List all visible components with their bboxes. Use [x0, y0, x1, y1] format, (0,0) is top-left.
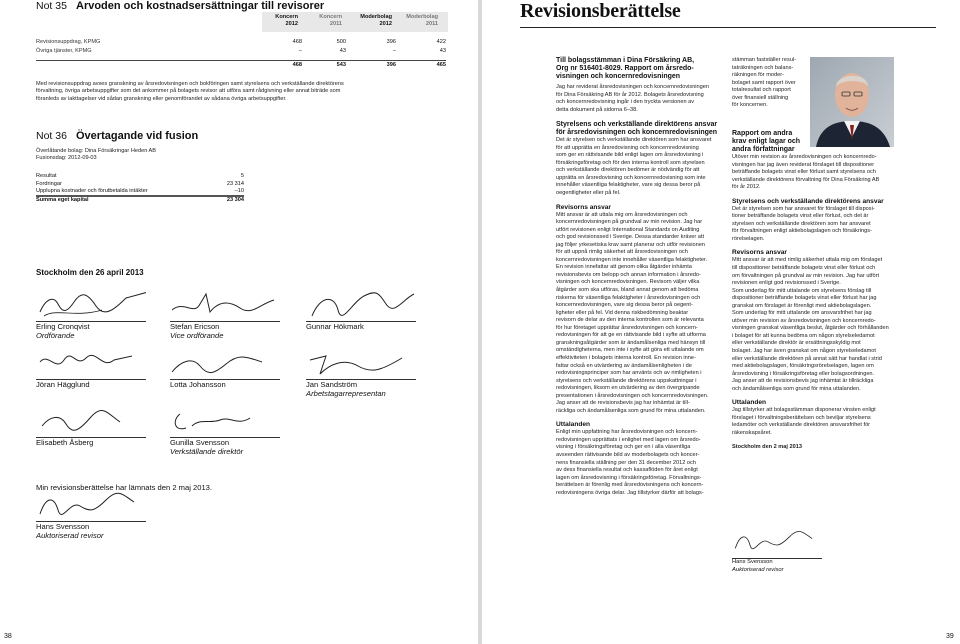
page-number-left: 38 — [4, 633, 12, 640]
table-row: Fordringar 23 314 — [36, 180, 244, 187]
signatory-role: Arbetstagarrepresentan — [306, 389, 386, 398]
report-title: Revisionsberättelse — [520, 0, 681, 22]
signature-block — [36, 406, 146, 456]
opinion-continuation: stämman fastställer resul- taträkningen och balans- räkningen för moder- bolaget samt rapport över totalresultat och rapport över finansiell ställning för koncernen. — [732, 57, 797, 109]
table-row: Resultat 5 — [36, 173, 244, 179]
page-number-right: 39 — [946, 633, 954, 640]
note36-info: Överlåtande bolag: Dina Försäkringar Heden AB Fusionsdag: 2012-09-03 — [36, 148, 157, 162]
note36-number: Not 36 — [36, 130, 67, 142]
note35-number: Not 35 — [36, 0, 67, 12]
auditor-responsibility-text: Mitt ansvar är att uttala mig om årsredovisningen och koncernredovisningen på grundval av min revision. Jag har utfört revisionen enligt International Standards on Auditing och god revisionssed i Sverige. Dessa standarder kräver att jag följer yrkesetiska krav samt planerar och utför revisionen för att uppnå rimlig säkerhet att årsredovisningen och koncernredovisningen inte innehåller väsentliga felaktigheter. En revision innefattar att genom olika åtgärder inhämta revisionsbevis om belopp och annan information i årsredo- visningen och koncernredovisningen. Revisorn väljer vilka åtgärder som ska utföras, bland annat genom att bedöma riskerna för väsentliga felaktigheter i årsredovisningen och koncernredovisningen, vare sig dessa beror på oegent- ligheter eller på fel. Vid denna riskbedömning beaktar revisorn de delar av den interna kontrollen som är relevanta för hur företaget upprättar årsredovisningen och koncern- redovisningen för att ge en rättvisande bild i syfte att utforma granskningsåtgärder som är ändamålsenliga med hänsyn till omständigheterna, men inte i syfte att göra ett uttalande om effektiviteten i bolagets interna kontroll. En revision inne- fattar också en utvärdering av ändamålsenligheten i de redovisningsprinciper som har använts och av rimligheten i styrelsens och verkställande direktörens uppskattningar i redovisningen, liksom en utvärdering av den övergripande presentationen i årsredovisningen och koncernredovisningen. Jag anser att de revisionsbevis jag har inhämtat är till- räckliga och ändamålsenliga som grund för mina uttalanden. — [556, 211, 709, 414]
signatory-role: Vice ordförande — [170, 331, 224, 340]
note36-name: Övertagande vid fusion — [76, 130, 199, 142]
auditor-role: Auktoriserad revisor — [36, 531, 104, 540]
place-date: Stockholm den 26 april 2013 — [36, 268, 144, 277]
signatory-role: Verkställande direktör — [170, 447, 244, 456]
title-rule — [520, 27, 936, 28]
auditor-name: Hans Svensson — [36, 522, 90, 531]
opinion-text: Enligt min uppfattning har årsredovisningen och koncern- redovisningen upprättats i enlighet med lagen om årsredo- visning i försäkringsföretag och ger en i alla väsentliga avseenden rättvisande bild av moderbolagets och koncer- nens finansiella ställning per den 31 december 2012 och av dess finansiella resultat och kassaflöden för året enligt lagen om årsredovisning i försäkringsföretag. Förvaltnings- berättelsen är förenlig med årsredovisningens och koncern- redovisningens övriga delar. Jag tillstyrker därför att bolags- — [556, 429, 704, 496]
signatory-role: Ordförande — [36, 331, 75, 340]
report-signer-name: Hans Svensson — [732, 559, 773, 565]
signatory-name: Elisabeth Åsberg — [36, 438, 94, 447]
signatory-name: Gunilla Svensson — [170, 438, 230, 447]
report-signature-block — [732, 522, 822, 582]
opinion-text-2: Jag tillstyrker att bolagsstämman disponerar vinsten enligt förslaget i förvaltningsberättelsen och beviljar styrelsens ledamöter och verkställande direktören ansvarsfrihet för räkenskapsåret. — [732, 407, 876, 436]
handwritten-signature — [36, 490, 146, 520]
auditor-responsibility-heading-2: Revisorns ansvar — [732, 249, 787, 257]
signatory-name: Erling Cronqvist — [36, 322, 90, 331]
signature-block — [36, 290, 146, 340]
auditor-responsibility-text-2: Mitt ansvar är att med rimlig säkerhet uttala mig om förslaget till dispositioner beträffande bolagets vinst eller förlust och om förvaltningen på grundval av min revision. Jag har utfört revisionen enligt god revisionssed i Sverige. Som underlag för mitt uttalande om styrelsens förslag till dispositioner beträffande bolagets vinst eller förlust har jag granskat om förslaget är förenligt med aktiebolagslagen. Som underlag för mitt uttalande om ansvarsfrihet har jag utöver min revision av årsredovisningen och koncernredo- visningen granskat väsentliga beslut, åtgärder och förhållanden i bolaget för att kunna bedöma om någon styrelseledamot eller verkställande direktör är ersättningsskyldig mot bolaget. Jag har även granskat om någon styrelseledamot eller verkställande direktören på annat sätt har handlat i strid med aktiebolagslagen, försäkringsrörelselagen, lagen om årsredovisning i försäkringsföretag eller bolagsordningen. Jag anser att de revisionsbevis jag inhämtat är tillräckliga och ändamålsenliga som grund för mina uttalanden. — [732, 257, 889, 392]
note35-paragraph: Med revisionsuppdrag avses granskning av årsredovisningen och bokföringen samt styrelsens och verkställande direktörens förvaltning, övriga arbetsuppgifter som det ankommer på bolagets revisor att utföra samt rådgivning eller annat biträde som föranleds av iakttagelser vid sådan granskning eller genomförandet av sådana övriga arbetsuppgifter. — [36, 81, 344, 102]
handwritten-signature — [170, 348, 280, 378]
auditor-signature-block — [36, 490, 146, 542]
handwritten-signature — [36, 406, 146, 436]
report-column-1 — [556, 57, 726, 497]
report-column-2 — [732, 130, 932, 451]
col-head-moderbolag-2012: Moderbolag 2012 — [360, 14, 392, 27]
board-responsibility-text: Det är styrelsen och verkställande direktören som har ansvaret för att upprätta en årsredovisning och koncernredovisning som ger en rättvisande bild enligt lagen om årsredovisning i försäkringsföretag och för den interna kontroll som styrelsen och verkställande direktören bedömer är nödvändig för att upprätta en årsredovisning och koncernredovisning som inte innehåller väsentliga felaktigheter, vare sig dessa beror på oegentligheter eller på fel. — [556, 137, 712, 197]
handwritten-signature — [306, 348, 416, 378]
board-responsibility-text-2: Det är styrelsen som har ansvaret för förslaget till disposi- tioner beträffande bolagets vinst eller förlust, och det är styrelsen och verkställande direktören som har ansvaret för förvaltningen enligt aktiebolagslagen och försäkrings- rörelselagen. — [732, 205, 875, 242]
table-row: Övriga tjänster, KPMG – 43 – 43 — [36, 48, 446, 54]
signature-block — [170, 290, 280, 340]
report-signer-role: Auktoriserad revisor — [732, 567, 784, 573]
note35-title — [36, 0, 324, 12]
col-head-koncern-2012: Koncern 2012 — [275, 14, 298, 27]
signatory-name: Jan Sandström — [306, 380, 358, 389]
table-row: Revisionsuppdrag, KPMG 468 500 396 422 — [36, 39, 446, 45]
col-head-moderbolag-2011: Moderbolag 2011 — [406, 14, 438, 27]
signature-block — [36, 348, 146, 398]
table-total-row: 468 543 396 465 — [36, 60, 446, 69]
board-responsibility-heading-2: Styrelsens och verkställande direktörens ansvar — [732, 197, 884, 205]
note35-table — [36, 38, 446, 69]
note35-name: Arvoden och kostnadsersättningar till revisorer — [76, 0, 325, 12]
board-responsibility-heading: Styrelsens och verkställande direktörens ansvar för årsredovisningen och koncernredovisningen — [556, 121, 718, 137]
other-requirements-text: Utöver min revision av årsredovisningen och koncernredo- visningen har jag även reviderat förslaget till dispositioner beträffande bolagets vinst eller förlust samt styrelsens och verkställande direktörens förvaltning för Dina Försäkring AB för år 2012. — [732, 154, 880, 191]
intro-text: Jag har reviderat årsredovisningen och koncernredovisningen för Dina Försäkring AB för år 2012. Bolagets årsredovisning och koncernredovisning ingår i den tryckta versionen av detta dokument på sidorna 6–38. — [556, 84, 709, 113]
handwritten-signature — [170, 290, 280, 320]
other-requirements-heading: Rapport om andra krav enligt lagar och andra författningar — [732, 130, 801, 153]
addressee-heading: Till bolagsstämman i Dina Försäkring AB, Org nr 516401-8029. Rapport om årsredo- visningen och koncernredovisningen — [556, 57, 695, 80]
col-head-koncern-2011: Koncern 2011 — [319, 14, 342, 27]
table-total-row: Summa eget kapital 23 304 — [36, 196, 244, 203]
opinion-heading-2: Uttalanden — [732, 399, 767, 407]
handwritten-signature — [36, 348, 146, 378]
handwritten-signature — [36, 290, 146, 320]
signature-block — [170, 348, 280, 398]
handwritten-signature — [306, 290, 416, 320]
handwritten-signature — [170, 406, 280, 436]
signatory-name: Jöran Hägglund — [36, 380, 90, 389]
table-row: Upplupna kostnader och förutbetalda intäkter –10 — [36, 188, 244, 195]
signatory-name: Gunnar Hökmark — [306, 322, 364, 331]
signature-block — [306, 348, 416, 398]
submitted-line: Min revisionsberättelse har lämnats den 2 maj 2013. — [36, 483, 213, 492]
signature-block — [306, 290, 416, 340]
left-page — [0, 0, 478, 644]
signed-place-date: Stockholm den 2 maj 2013 — [732, 443, 802, 450]
handwritten-signature — [732, 526, 822, 556]
note36-title — [36, 130, 198, 142]
report-column-2-top — [732, 57, 808, 110]
signature-block — [170, 406, 280, 456]
auditor-responsibility-heading: Revisorns ansvar — [556, 203, 611, 211]
opinion-heading: Uttalanden — [556, 421, 591, 429]
signatory-name: Lotta Johansson — [170, 380, 226, 389]
note35-column-headers — [262, 12, 448, 32]
signatory-name: Stefan Ericson — [170, 322, 220, 331]
note36-table — [36, 173, 244, 203]
